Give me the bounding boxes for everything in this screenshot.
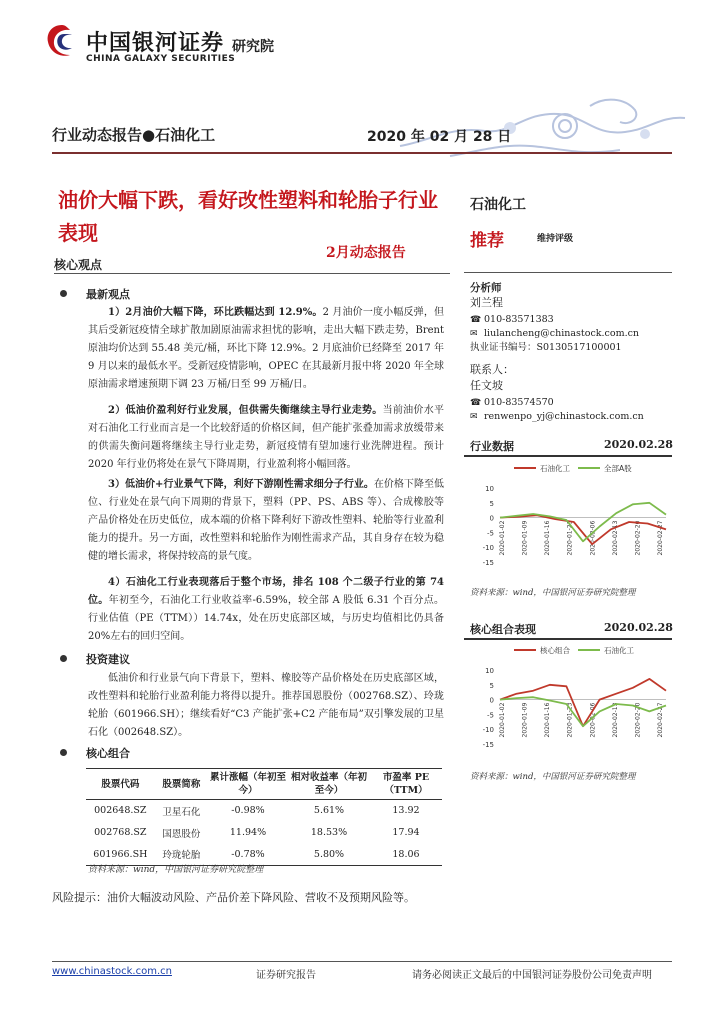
contact-label: 联系人： xyxy=(470,363,514,376)
rating-note: 维持评级 xyxy=(537,234,574,244)
table-cell: 国恩股份 xyxy=(162,828,201,840)
table-cell: 002768.SZ xyxy=(94,827,147,838)
paragraph-lead: 2）低油价盈利好行业发展，但供需失衡继续主导行业走势。 xyxy=(108,405,383,416)
table-cell: 002648.SZ xyxy=(94,805,147,817)
x-tick-label: 2020-01-23 xyxy=(566,702,574,738)
bullet-icon xyxy=(60,655,67,662)
contact-phone-line xyxy=(470,396,554,410)
section-news-title: 最新观点 xyxy=(86,288,130,301)
contact-phone: 010-83574570 xyxy=(484,397,554,408)
y-tick-label: -15 xyxy=(482,741,494,749)
section-portfolio-title: 核心组合 xyxy=(86,747,130,760)
legend-label: 石油化工 xyxy=(604,646,634,655)
contact-email[interactable]: renwenpo_yj@chinastock.com.cn xyxy=(484,411,644,422)
chart1-title: 行业数据 xyxy=(470,440,514,453)
paragraph-body: 在价格下降至低位、行业处在景气向下周期的背景下，塑料（PP、PS、ABS 等）、合成橡胶等产品价格处在历史低位，成本端的价格下降利好下游改性塑料、轮胎等行业盈利能力的提升。另一方面，改性塑料和轮胎作为刚性需求产品，其自身存在较为稳健的增长需求，将保持较高的景气度。 xyxy=(88,479,444,562)
table-cell: 601966.SH xyxy=(86,844,155,866)
analyst-email[interactable]: liulancheng@chinastock.com.cn xyxy=(484,328,640,339)
table-cell: 玲珑轮胎 xyxy=(155,844,208,866)
table-cell: 5.80% xyxy=(288,844,370,866)
chart2-rule xyxy=(464,638,672,640)
header-divider xyxy=(52,152,672,154)
table-source: 资料来源：wind，中国银河证券研究院整理 xyxy=(88,865,264,875)
y-tick-label: 5 xyxy=(489,681,494,690)
table-cell: -0.78% xyxy=(208,844,288,866)
bullet-icon xyxy=(60,749,67,756)
paragraph-body: 当前油价水平对石油化工行业而言是一个比较舒适的价格区间，但产能扩张叠加需求放缓带来的供需失衡问题将继续主导行业走势，新冠疫情有望加速行业洗牌进程。预计 2020 年行业仍将处在景气下降周期，行业盈利将小幅回落。 xyxy=(88,405,444,470)
footer-link[interactable]: www.chinastock.com.cn xyxy=(52,966,172,977)
bullet-icon xyxy=(60,290,67,297)
phone-icon: ☎ xyxy=(470,398,482,408)
table-cell: -0.98% xyxy=(231,805,265,817)
footer-label: 证券研究报告 xyxy=(256,970,316,981)
legend-label: 全部A股 xyxy=(604,464,632,473)
table-header: 市盈率 PE（TTM） xyxy=(370,769,442,800)
x-tick-label: 2020-02-06 xyxy=(589,520,597,556)
analyst-label: 分析师 xyxy=(470,282,502,294)
x-tick-label: 2020-02-13 xyxy=(611,702,619,738)
contact-name: 任文坡 xyxy=(470,379,503,392)
y-tick-label: -10 xyxy=(482,726,494,735)
table-header: 相对收益率（年初至今） xyxy=(288,769,370,800)
chart2-date: 2020.02.28 xyxy=(604,621,673,634)
y-tick-label: -5 xyxy=(487,711,494,720)
x-tick-label: 2020-02-13 xyxy=(611,520,619,556)
y-tick-label: 5 xyxy=(489,499,494,508)
chart-portfolio xyxy=(466,642,672,764)
table-cell: 18.06 xyxy=(370,844,442,866)
table-cell: 卫星石化 xyxy=(162,806,201,818)
x-tick-label: 2020-02-20 xyxy=(634,702,642,738)
table-cell: 18.53% xyxy=(310,827,348,838)
chart2-source: 资料来源：wind，中国银河证券研究院整理 xyxy=(470,772,636,782)
report-type: 行业动态报告●石油化工 xyxy=(52,126,216,144)
core-divider xyxy=(54,273,450,274)
paragraph-body: 年初至今，石油化工行业收益率-6.59%，较全部 A 股低 6.31 个百分点。行业估值（PE（TTM））14.74x，处在历史底部区域，与历史均值相比仍具备 20%左右的回归空间。 xyxy=(88,595,444,642)
paragraph-3 xyxy=(88,476,444,566)
section-core-view: 核心观点 xyxy=(54,258,103,272)
y-tick-label: 10 xyxy=(485,667,494,675)
y-tick-label: 0 xyxy=(489,696,494,705)
x-tick-label: 2020-02-27 xyxy=(657,702,664,738)
risk-note: 风险提示：油价大幅波动风险、产品价差下降风险、营收不及预期风险等。 xyxy=(52,891,415,904)
x-tick-label: 2020-02-06 xyxy=(589,702,597,738)
analyst-phone-line xyxy=(470,313,554,327)
table-cell: 5.61% xyxy=(313,805,345,817)
analyst-license: 执业证书编号：S0130517100001 xyxy=(470,342,622,353)
brand-subtitle: 研究院 xyxy=(232,39,274,55)
table-header-row xyxy=(86,769,442,800)
footer-disclaimer: 请务必阅读正文最后的中国银河证券股份公司免责声明 xyxy=(412,970,652,981)
rating-divider xyxy=(464,272,672,273)
table-row xyxy=(86,800,442,822)
contact-email-line xyxy=(470,410,644,424)
paragraph-1 xyxy=(88,304,444,394)
analyst-phone: 010-83571383 xyxy=(484,314,554,325)
chart-industry xyxy=(466,460,672,582)
report-subheadline: 2月动态报告 xyxy=(326,245,406,261)
footer-divider xyxy=(52,961,672,962)
x-tick-label: 2020-02-27 xyxy=(657,520,664,556)
chart1-source: 资料来源：wind，中国银河证券研究院整理 xyxy=(470,588,636,598)
analyst-name: 刘兰程 xyxy=(470,296,503,309)
x-tick-label: 2020-01-09 xyxy=(521,520,529,556)
table-cell: 17.94 xyxy=(392,827,420,838)
paragraph-lead: 4）石油化工行业表现落后于整个市场，排名 108 个二级子行业的第 74 位。 xyxy=(88,577,444,606)
x-tick-label: 2020-01-02 xyxy=(499,702,506,738)
legend-label: 核心组合 xyxy=(540,646,570,655)
company-logo-icon xyxy=(44,22,80,62)
sector-name: 石油化工 xyxy=(470,197,526,213)
x-tick-label: 2020-02-20 xyxy=(634,520,642,556)
paragraph-lead: 3）低油价+行业景气下降，利好下游刚性需求细分子行业。 xyxy=(108,479,374,490)
y-tick-label: 10 xyxy=(485,485,494,493)
table-cell: 13.92 xyxy=(392,805,420,817)
y-tick-label: -10 xyxy=(482,544,494,553)
table-header: 股票简称 xyxy=(155,769,208,800)
y-tick-label: -15 xyxy=(482,559,494,567)
table-header: 累计涨幅（年初至今） xyxy=(208,769,288,800)
x-tick-label: 2020-01-23 xyxy=(566,520,574,556)
report-date: 2020 年 02 月 28 日 xyxy=(367,129,512,145)
portfolio-table xyxy=(86,768,442,866)
table-header: 股票代码 xyxy=(86,769,155,800)
x-tick-label: 2020-01-16 xyxy=(544,520,552,556)
advice-paragraph xyxy=(88,670,444,742)
y-tick-label: -5 xyxy=(487,529,494,538)
paragraph-body: 2 月油价一度小幅反弹，但其后受新冠疫情全球扩散加剧原油需求担忧的影响，走出大幅下跌走势，Brent 原油均价达到 55.48 美元/桶，环比下降 12.9%。2 月底油价已经降至 2017 年 9 月以来的最低水平。受新冠疫情影响，OPEC 在其最新月报中将 2020 年全球原油需求增速预期下调 23 万桶/日至 99 万桶/日。 xyxy=(88,307,444,390)
chart1-date: 2020.02.28 xyxy=(604,438,673,451)
table-cell: 11.94% xyxy=(229,827,267,838)
advice-text: 低油价和行业景气向下背景下，塑料、橡胶等产品价格处在历史底部区域，改性塑料和轮胎行业盈利能力将得以提升。推荐国恩股份（002768.SZ）、玲珑轮胎（601966.SH）；继续看好“C3 产能扩张+C2 产能布局”双引擎发展的卫星石化（002648.SZ）。 xyxy=(88,673,444,738)
analyst-email-line xyxy=(470,327,639,341)
y-tick-label: 0 xyxy=(489,514,494,523)
email-icon: ✉ xyxy=(470,329,478,339)
legend-label: 石油化工 xyxy=(540,464,570,473)
x-tick-label: 2020-01-16 xyxy=(544,702,552,738)
x-tick-label: 2020-01-09 xyxy=(521,702,529,738)
email-icon: ✉ xyxy=(470,412,478,422)
rating: 推荐 xyxy=(470,231,504,251)
table-row xyxy=(86,822,442,844)
brand-english: CHINA GALAXY SECURITIES xyxy=(86,54,236,64)
paragraph-4 xyxy=(88,574,444,646)
section-advice-title: 投资建议 xyxy=(86,653,130,666)
x-tick-label: 2020-01-02 xyxy=(499,520,506,556)
chart1-rule xyxy=(464,455,672,457)
brand-name: 中国银河证券 xyxy=(86,31,225,56)
chart2-title: 核心组合表现 xyxy=(470,623,536,636)
paragraph-2 xyxy=(88,402,444,474)
paragraph-lead: 1）2月油价大幅下降，环比跌幅达到 12.9%。 xyxy=(108,307,323,318)
report-headline: 油价大幅下跌，看好改性塑料和轮胎子行业表现 xyxy=(58,188,438,245)
phone-icon: ☎ xyxy=(470,315,482,325)
